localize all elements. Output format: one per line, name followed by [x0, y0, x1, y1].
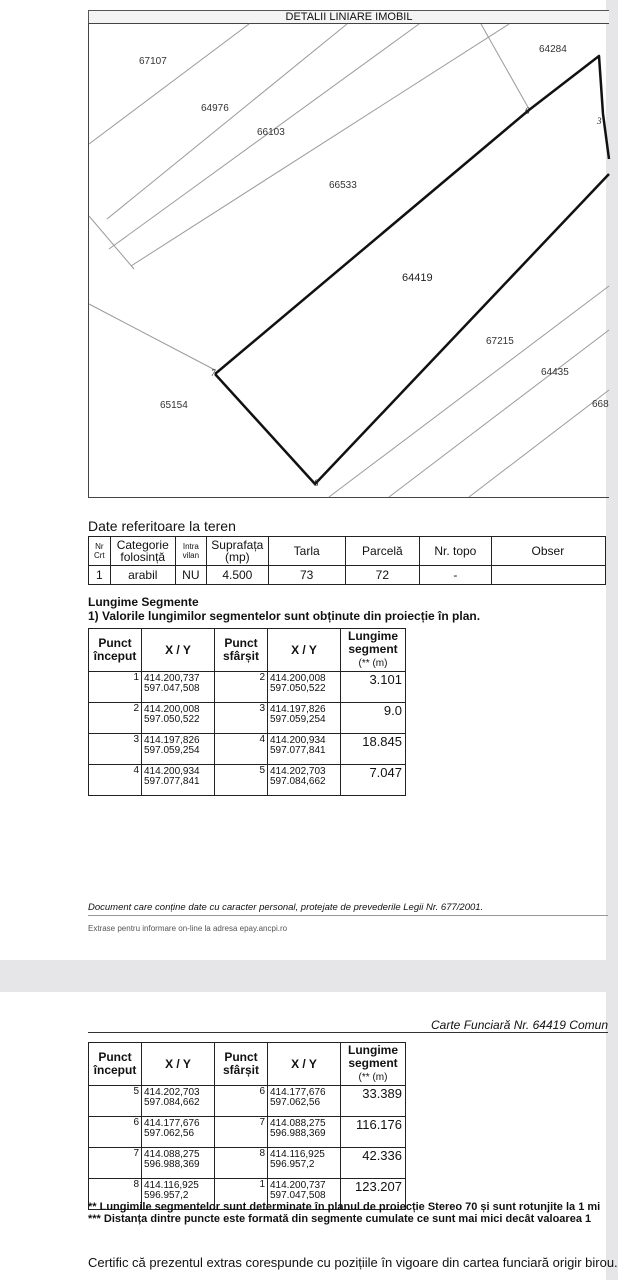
seg-header-end: Punct sfârșit	[215, 1043, 268, 1086]
parcel-boundary	[131, 24, 509, 266]
seg-start-point: 7	[89, 1148, 142, 1179]
segment-row	[89, 703, 406, 734]
segment-row	[89, 734, 406, 765]
teren-header-cell: Tarla	[268, 537, 345, 566]
seg-length: 7.047	[341, 765, 406, 796]
seg-end-coord: 414.088,275 596.988,369	[268, 1117, 341, 1148]
seg-end-point: 8	[215, 1148, 268, 1179]
seg-header-length-label: Lungime segment	[348, 629, 398, 656]
seg-end-point: 7	[215, 1117, 268, 1148]
seg-start-coord: 414.088,275 596.988,369	[142, 1148, 215, 1179]
teren-table	[88, 536, 606, 585]
segment-row	[89, 1117, 406, 1148]
seg-end-point: 6	[215, 1086, 268, 1117]
teren-cell	[491, 566, 605, 585]
carte-funciara-header: Carte Funciară Nr. 64419 Comun	[88, 1018, 608, 1033]
seg-header-start: Punct început	[89, 629, 142, 672]
segment-row	[89, 1148, 406, 1179]
point-label: 7	[211, 368, 216, 378]
map-title: DETALII LINIARE IMOBIL	[88, 10, 609, 24]
seg-end-coord: 414.200,934 597.077,841	[268, 734, 341, 765]
seg-start-point: 4	[89, 765, 142, 796]
parcel-boundary	[107, 24, 347, 219]
seg-header-xy2: X / Y	[268, 1043, 341, 1086]
seg-start-coord: 414.200,008 597.050,522	[142, 703, 215, 734]
parcel-boundary	[89, 304, 215, 370]
seg-length: 42.336	[341, 1148, 406, 1179]
seg-start-point: 6	[89, 1117, 142, 1148]
teren-header-cell: Nr. topo	[420, 537, 491, 566]
seg-start-point: 1	[89, 672, 142, 703]
seg-header-length	[341, 629, 406, 672]
seg-length: 3.101	[341, 672, 406, 703]
teren-cell: 72	[345, 566, 420, 585]
teren-header-row	[89, 537, 606, 566]
cadastral-map-drawing	[89, 24, 609, 497]
seg-header-unit: (** (m)	[358, 658, 388, 669]
seg-header-length-label: Lungime segment	[348, 1043, 398, 1070]
seg-length: 18.845	[341, 734, 406, 765]
seg-header-xy2: X / Y	[268, 629, 341, 672]
seg-header-length	[341, 1043, 406, 1086]
parcel-boundary	[329, 286, 609, 497]
seg-header-xy: X / Y	[142, 629, 215, 672]
seg-start-coord: 414.197,826 597.059,254	[142, 734, 215, 765]
seg-end-point: 3	[215, 703, 268, 734]
seg-end-coord: 414.202,703 597.084,662	[268, 765, 341, 796]
teren-header-cell: Categorie folosință	[110, 537, 175, 566]
teren-cell: 73	[268, 566, 345, 585]
segment-row	[89, 1086, 406, 1117]
seg-end-coord: 414.177,676 597.062,56	[268, 1086, 341, 1117]
seg-start-point: 5	[89, 1086, 142, 1117]
segment-row	[89, 765, 406, 796]
seg-header-start: Punct început	[89, 1043, 142, 1086]
seg-end-coord: 414.116,925 596.957,2	[268, 1148, 341, 1179]
teren-cell: NU	[175, 566, 206, 585]
segments-table-2	[88, 1042, 406, 1210]
seg-start-point: 2	[89, 703, 142, 734]
parcel-label: 64435	[541, 367, 569, 378]
seg-start-point: 8	[89, 1179, 142, 1210]
cadastral-map	[88, 23, 609, 498]
seg-length: 33.389	[341, 1086, 406, 1117]
parcel-boundary	[89, 24, 249, 144]
segment-row	[89, 672, 406, 703]
teren-header-cell: Parcelă	[345, 537, 420, 566]
seg-header-xy: X / Y	[142, 1043, 215, 1086]
segments-table-1	[88, 628, 406, 796]
lungime-title: Lungime Segmente	[88, 595, 199, 609]
parcel-label: 65154	[160, 400, 188, 411]
parcel-label: 668	[592, 399, 609, 410]
parcel-label: 64284	[539, 44, 567, 55]
seg-start-coord: 414.116,925 596.957,2	[142, 1179, 215, 1210]
parcel-label: 66533	[329, 180, 357, 191]
parcel-boundary	[481, 24, 529, 109]
segments-header-row	[89, 1043, 406, 1086]
parcel-boundary	[89, 216, 134, 269]
seg-start-coord: 414.200,934 597.077,841	[142, 765, 215, 796]
seg-end-coord: 414.197,826 597.059,254	[268, 703, 341, 734]
teren-cell: 4.500	[206, 566, 268, 585]
personal-data-disclaimer: Document care conține date cu caracter personal, protejate de prevederile Legii Nr. 677/2001.	[88, 902, 608, 916]
seg-start-point: 3	[89, 734, 142, 765]
seg-start-coord: 414.200,737 597.047,508	[142, 672, 215, 703]
teren-section-title: Date referitoare la teren	[88, 518, 236, 534]
point-label: 3	[597, 116, 602, 126]
segments-header-row	[89, 629, 406, 672]
lungime-subtitle: 1) Valorile lungimilor segmentelor sunt obținute din proiecție în plan.	[88, 609, 481, 623]
seg-start-coord: 414.202,703 597.084,662	[142, 1086, 215, 1117]
teren-cell: -	[420, 566, 491, 585]
certification-text: Certific că prezentul extras corespunde cu pozițiile în vigoare din cartea funciară origir birou.	[88, 1255, 618, 1270]
lungime-section	[88, 595, 480, 623]
seg-end-point: 1	[215, 1179, 268, 1210]
seg-end-point: 5	[215, 765, 268, 796]
seg-length: 123.207	[341, 1179, 406, 1210]
teren-header-cell: Intra vilan	[175, 537, 206, 566]
teren-header-cell: Nr Crt	[89, 537, 111, 566]
epay-note: Extrase pentru informare on-line la adresa epay.ancpi.ro	[88, 924, 288, 933]
parcel-boundary	[469, 390, 609, 497]
teren-row	[89, 566, 606, 585]
distance-note: *** Distanța dintre puncte este formată din segmente cumulate ce sunt mai mici decât valoarea 1	[88, 1213, 592, 1225]
point-label: 8	[314, 478, 319, 488]
teren-cell: 1	[89, 566, 111, 585]
seg-end-coord: 414.200,737 597.047,508	[268, 1179, 341, 1210]
parcel-64419-bottom-edge	[215, 174, 609, 484]
seg-start-coord: 414.177,676 597.062,56	[142, 1117, 215, 1148]
parcel-label-subject: 64419	[402, 272, 433, 284]
teren-header-cell: Suprafața (mp)	[206, 537, 268, 566]
seg-length: 9.0	[341, 703, 406, 734]
point-label: 6	[525, 106, 530, 116]
teren-header-cell: Obser	[491, 537, 605, 566]
rounding-note: ** Lungimile segmentelor sunt determinate în planul de proiecție Stereo 70 și sunt rotunjite la 1 mi	[88, 1201, 601, 1213]
seg-header-end: Punct sfârșit	[215, 629, 268, 672]
seg-end-coord: 414.200,008 597.050,522	[268, 672, 341, 703]
seg-end-point: 2	[215, 672, 268, 703]
parcel-label: 64976	[201, 103, 229, 114]
seg-end-point: 4	[215, 734, 268, 765]
seg-header-unit: (** (m)	[358, 1072, 388, 1083]
seg-length: 116.176	[341, 1117, 406, 1148]
parcel-64419-top-edge	[215, 56, 609, 374]
parcel-label: 67107	[139, 56, 167, 67]
parcel-label: 66103	[257, 127, 285, 138]
teren-cell: arabil	[110, 566, 175, 585]
parcel-boundary	[389, 330, 609, 497]
parcel-label: 67215	[486, 336, 514, 347]
